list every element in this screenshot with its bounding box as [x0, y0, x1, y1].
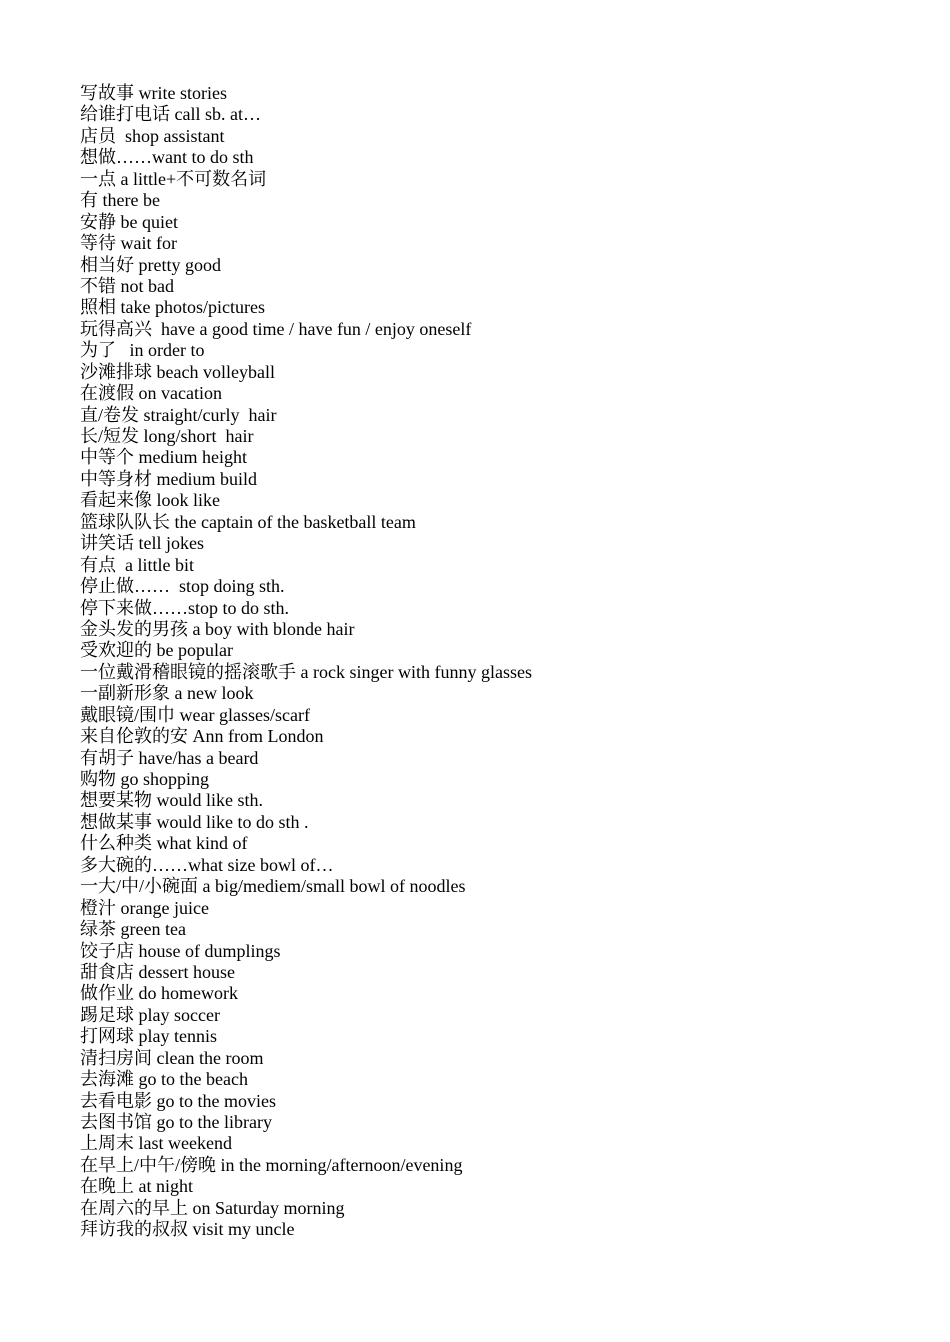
vocab-line: 写故事 write stories	[80, 83, 227, 103]
vocab-line: 有 there be	[80, 190, 160, 211]
vocab-line: 去海滩 go to the beach	[80, 1069, 248, 1090]
vocab-line: 店员 shop assistant	[80, 125, 225, 146]
vocab-line: 做作业 do homework	[80, 983, 238, 1004]
vocab-line: 沙滩排球 beach volleyball	[80, 361, 275, 382]
vocab-line: 甜食店 dessert house	[80, 961, 235, 982]
vocab-line: 一大/中/小碗面 a big/mediem/small bowl of noodles	[80, 876, 466, 897]
vocab-line: 踢足球 play soccer	[80, 1004, 220, 1025]
vocab-line: 饺子店 house of dumplings	[80, 940, 281, 961]
vocab-line: 在周六的早上 on Saturday morning	[80, 1197, 345, 1218]
vocab-line: 中等个 medium height	[80, 447, 247, 468]
vocab-line: 一点 a little+不可数名词	[80, 168, 267, 189]
vocab-line: 什么种类 what kind of	[80, 833, 248, 854]
vocab-line: 购物 go shopping	[80, 769, 210, 789]
vocab-line: 多大碗的……what size bowl of…	[80, 854, 334, 875]
vocab-line: 一副新形象 a new look	[80, 683, 254, 704]
vocab-line: 不错 not bad	[80, 275, 174, 296]
vocab-line: 金头发的男孩 a boy with blonde hair	[80, 618, 355, 639]
vocab-line: 上周末 last weekend	[80, 1133, 232, 1154]
vocab-line: 橙汁 orange juice	[80, 897, 209, 918]
vocab-line: 去看电影 go to the movies	[80, 1090, 276, 1111]
vocab-line: 拜访我的叔叔 visit my uncle	[80, 1219, 295, 1240]
vocab-line: 打网球 play tennis	[80, 1026, 217, 1047]
vocab-line: 停下来做……stop to do sth.	[80, 597, 290, 618]
vocab-line: 中等身材 medium build	[80, 468, 257, 489]
vocab-line: 一位戴滑稽眼镜的摇滚歌手 a rock singer with funny glasses	[80, 661, 532, 682]
vocab-line: 看起来像 look like	[80, 490, 220, 511]
vocab-line: 玩得高兴 have a good time / have fun / enjoy oneself	[80, 318, 472, 339]
vocab-line: 去图书馆 go to the library	[80, 1112, 272, 1132]
vocab-line: 想做某事 would like to do sth .	[80, 811, 309, 832]
vocab-line: 照相 take photos/pictures	[80, 297, 265, 318]
vocab-line: 长/短发 long/short hair	[80, 426, 254, 446]
vocab-line: 有胡子 have/has a beard	[80, 747, 259, 768]
vocab-line: 戴眼镜/围巾 wear glasses/scarf	[80, 704, 310, 725]
vocab-line: 在早上/中午/傍晚 in the morning/afternoon/evening	[80, 1154, 463, 1175]
vocab-line: 讲笑话 tell jokes	[80, 533, 204, 554]
vocab-line: 为了 in order to	[80, 340, 205, 361]
vocab-line: 绿茶 green tea	[80, 919, 186, 940]
vocab-line: 受欢迎的 be popular	[80, 640, 233, 661]
vocab-line: 给谁打电话 call sb. at…	[80, 104, 261, 125]
vocab-line: 想要某物 would like sth.	[80, 790, 263, 811]
vocab-line: 想做……want to do sth	[80, 147, 254, 168]
vocab-line: 在晚上 at night	[80, 1176, 193, 1197]
document-page	[80, 83, 900, 1241]
vocab-line: 篮球队队长 the captain of the basketball team	[80, 511, 416, 532]
vocab-line: 在渡假 on vacation	[80, 383, 222, 404]
vocab-line: 来自伦敦的安 Ann from London	[80, 726, 324, 747]
vocab-line: 清扫房间 clean the room	[80, 1047, 264, 1068]
vocab-line: 等待 wait for	[80, 233, 177, 254]
vocab-line: 安静 be quiet	[80, 211, 178, 232]
vocab-line: 有点 a little bit	[80, 554, 194, 575]
vocab-line: 相当好 pretty good	[80, 254, 221, 275]
vocab-line: 停止做…… stop doing sth.	[80, 576, 285, 597]
vocab-line: 直/卷发 straight/curly hair	[80, 404, 277, 425]
